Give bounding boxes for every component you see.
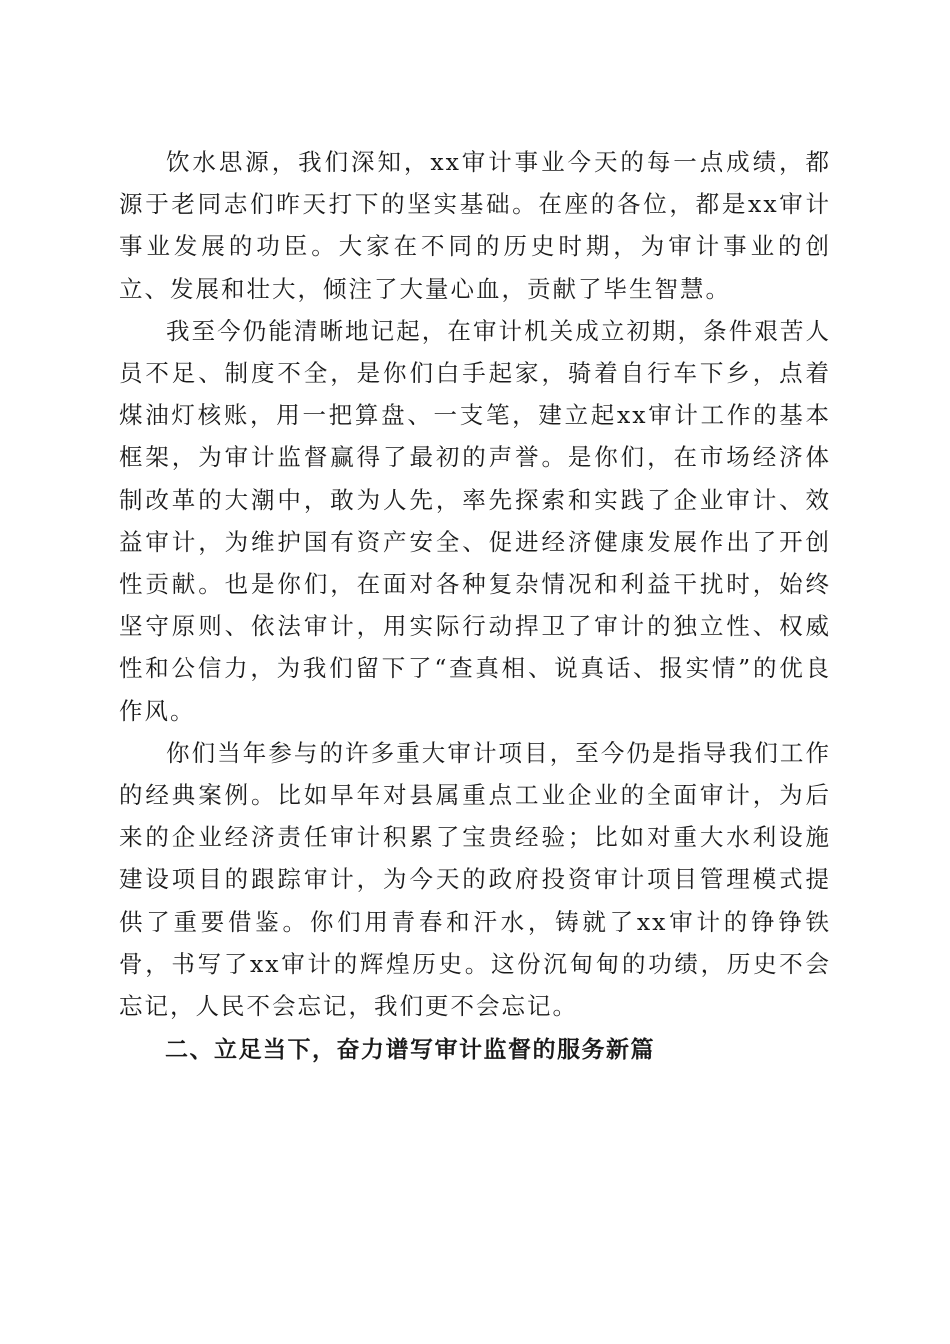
document-body [119,141,831,1071]
paragraph-early-history: 我至今仍能清晰地记起，在审计机关成立初期，条件艰苦人员不足、制度不全，是你们白手起家，骑着自行车下乡，点着煤油灯核账，用一把算盘、一支笔，建立起xx审计工作的基本框架，为审计监督赢得了最初的声誉。是你们，在市场经济体制改革的大潮中，敢为人先，率先探索和实践了企业审计、效益审计，为维护国有资产安全、促进经济健康发展作出了开创性贡献。也是你们，在面对各种复杂情况和利益干扰时，始终坚守原则、依法审计，用实际行动捍卫了审计的独立性、权威性和公信力，为我们留下了“查真相、说真话、报实情”的优良作风。 [119,316,831,725]
section-heading: 二、立足当下，奋力谱写审计监督的服务新篇 [165,1037,655,1064]
paragraph-tribute: 饮水思源，我们深知，xx审计事业今天的每一点成绩，都源于老同志们昨天打下的坚实基础。在座的各位，都是xx审计事业发展的功臣。大家在不同的历史时期，为审计事业的创立、发展和壮大，倾注了大量心血，贡献了毕生智慧。 [119,148,831,303]
paragraph-major-projects: 你们当年参与的许多重大审计项目，至今仍是指导我们工作的经典案例。比如早年对县属重点工业企业的全面审计，为后来的企业经济责任审计积累了宝贵经验；比如对重大水利设施建设项目的跟踪审计，为今天的政府投资审计项目管理模式提供了重要借鉴。你们用青春和汗水，铸就了xx审计的铮铮铁骨，书写了xx审计的辉煌历史。这份沉甸甸的功绩，历史不会忘记，人民不会忘记，我们更不会忘记。 [119,738,831,1021]
